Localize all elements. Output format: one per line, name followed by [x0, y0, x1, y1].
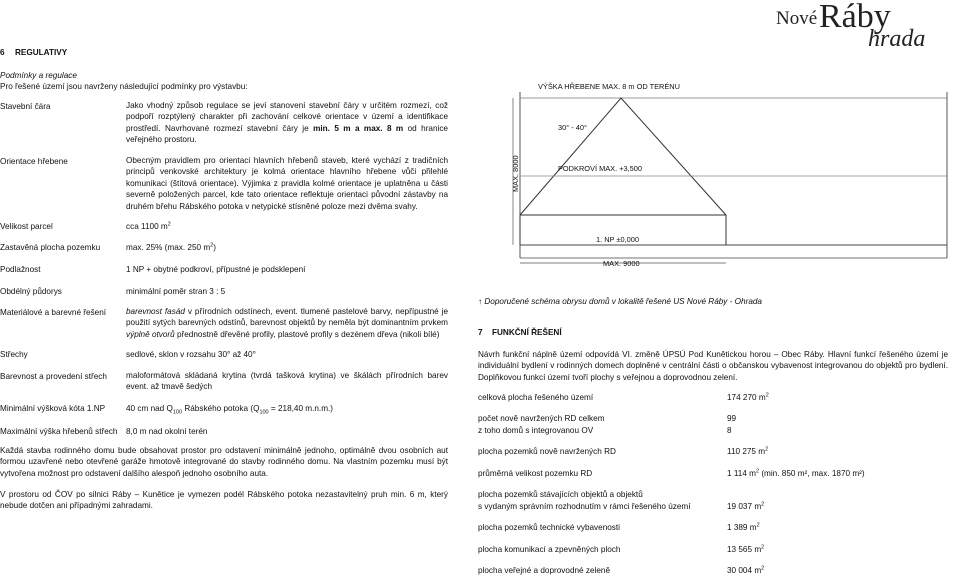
diagram-width-label: MAX. 9000: [603, 259, 640, 268]
row-text-building-line: Jako vhodný způsob regulace se jeví stanovení stavební čáry v určitém rozmezí, což podpoří rozptýlený charakter při zachování celkové orientace v území a identifikace prostředí. Navrhované rozmezí stavební čáry je min. 5 m a max. 8 m od hranice veřejného prostoru.: [126, 101, 448, 145]
row-text-roof-finish: maloformátová skládaná krytina (tvrdá tašková krytina) ve škálách přírodních barev event. až tmavě šedých: [126, 371, 448, 392]
stat-label: plocha veřejné a doprovodné zeleně: [478, 566, 611, 575]
stat-value: 19 037 $m^2$: [727, 501, 765, 511]
diagram-title: VÝŠKA HŘEBENE MAX. 8 m OD TERÉNU: [538, 82, 680, 91]
logo-text-raby: Ráby: [819, 0, 891, 35]
conditions-subtitle: Podmínky a regulace: [0, 71, 77, 80]
stat-value: 30 004 $m^2$: [727, 565, 765, 575]
stat-label: plocha pozemků nově navržených RD: [478, 447, 616, 456]
stat-label: z toho domů s integrovanou OV: [478, 426, 594, 435]
stat-label: plocha komunikací a zpevněných ploch: [478, 545, 621, 554]
row-label-ridge-orientation: Orientace hřebene: [0, 157, 68, 166]
diagram-caption: ↑ Doporučené schéma obrysu domů v lokalitě řešené US Nové Ráby - Ohrada: [478, 297, 762, 306]
row-label-max-ridge-height: Maximální výška hřebenů střech: [0, 427, 118, 436]
row-label-floors: Podlažnost: [0, 265, 41, 274]
row-label-roofs: Střechy: [0, 350, 28, 359]
row-value-min-elevation: 40 cm nad $Q_{100}$ Rábského potoka ($Q_{100} = 218,40$ m.n.m.): [126, 404, 334, 416]
row-label-min-elevation: Minimální výšková kóta 1.NP: [0, 404, 106, 413]
diagram-floor-label: 1. NP ±0,000: [596, 235, 639, 244]
logo-text-nove: Nové: [776, 8, 818, 29]
row-value-built-area: max. 25% (max. 250 $m^2$): [126, 242, 216, 252]
row-label-building-line: Stavební čára: [0, 102, 51, 111]
functional-solution-text: Návrh funkční náplně území odpovídá VI. změně ÚPSÚ Pod Kunětickou horou – Obec Ráby. Hlavní funkcí řešeného území je individuální bydlení v rodinných domech doplněné v centrální části o občanskou vybavenost integrovanou do objektů pro bydlení. Doplňkovou funkcí území tvoří plochy s veřejnou a doprovodnou zelení.: [478, 350, 948, 382]
stat-label: plocha pozemků technické vybavenosti: [478, 523, 620, 532]
caption-marker-icon: ↑: [478, 297, 483, 306]
stat-value: 99: [727, 414, 737, 423]
stat-label: plocha pozemků stávajících objektů a objektů: [478, 490, 643, 499]
section-7-title: FUNKČNÍ ŘEŠENÍ: [492, 328, 562, 337]
stat-value: 174 270 $m^2$: [727, 392, 769, 402]
stat-value: 13 565 $m^2$: [727, 544, 765, 554]
section-7-number: 7: [478, 328, 483, 337]
row-label-floor-plan: Obdélný půdorys: [0, 287, 62, 296]
row-value-floor-plan: minimální poměr stran 3 : 5: [126, 287, 226, 296]
stat-value: 1 389 $m^2$: [727, 522, 760, 532]
stat-value: 8: [727, 426, 732, 435]
row-label-materials: Materiálové a barevné řešení: [0, 308, 107, 317]
row-label-parcel-size: Velikost parcel: [0, 222, 53, 231]
row-value-parcel-size: cca 1100 $m^2$: [126, 221, 171, 231]
row-label-built-area: Zastavěná plocha pozemku: [0, 243, 101, 252]
stat-value: 1 114 $m^2$ (min. 850 m², max. 1870 m²): [727, 468, 865, 478]
house-profile-diagram: [508, 80, 960, 270]
section-6-number: 6: [0, 48, 5, 57]
stat-label: průměrná velikost pozemku RD: [478, 469, 593, 478]
row-text-materials: barevnost fasád v přírodních odstínech, event. tlumené pastelové barvy, nepřípustné je použití sytých barevných odstínů, barevnost objektů by neměla být dominantním prvkem výplně otvorů přednostně dřevěné profily, plastové profily s dezénem dřeva (nikoli bílé): [126, 307, 448, 339]
stat-label: celková plocha řešeného území: [478, 393, 594, 402]
row-value-roofs: sedlové, sklon v rozsahu 30° až 40°: [126, 350, 256, 359]
conditions-intro: Pro řešené území jsou navrženy následující podmínky pro výstavbu:: [0, 82, 248, 91]
row-text-ridge-orientation: Obecným pravidlem pro orientaci hlavních hřebenů staveb, které vychází z tradičních principů venkovské architektury je kolmá orientace hlavního hřebene vůči přilehlé komunikaci (štítová orientace). Výjimka z pravidla kolmé orientace je uplatněna u části severně položených parcel, kde tato orientace reflektuje orientaci původní zástavby na druhém břehu Rábského potoka v netypické stísněné poloze mezi dvěma svahy.: [126, 156, 448, 211]
stat-value: 110 275 $m^2$: [727, 446, 769, 456]
stream-buffer-paragraph: V prostoru od ČOV po silnici Ráby – Kunětice je vymezen podél Rábského potoka nezastavitelný pruh min. 6 m, který nebude dotčen ani případnými zahradami.: [0, 490, 448, 511]
logo-text-ohrada: hrada: [868, 26, 926, 52]
row-label-roof-finish: Barevnost a provedení střech: [0, 372, 107, 381]
row-value-max-ridge-height: 8,0 m nad okolní terén: [126, 427, 208, 436]
section-6-title: REGULATIVY: [15, 48, 68, 57]
stat-label: počet nově navržených RD celkem: [478, 414, 605, 423]
diagram-slope-label: 30° - 40°: [558, 123, 587, 132]
stat-label: s vydaným správním rozhodnutím v rámci řešeného území: [478, 502, 691, 511]
row-value-floors: 1 NP + obytné podkroví, přípustné je podsklepení: [126, 265, 306, 274]
diagram-height-label: MAX. 8000: [511, 155, 520, 192]
diagram-attic-label: PODKROVÍ MAX. +3,500: [558, 164, 642, 173]
parking-paragraph: Každá stavba rodinného domu bude obsahovat prostor pro odstavení minimálně jednoho, optimálně dvou osobních aut formou uzavřené nebo otevřené garáže hmotově integrované do stavby rodinného domu. Na vlastním pozemku musí být vytvořena možnost pro odstavení dalšího alespoň jednoho osobního auta.: [0, 446, 448, 478]
